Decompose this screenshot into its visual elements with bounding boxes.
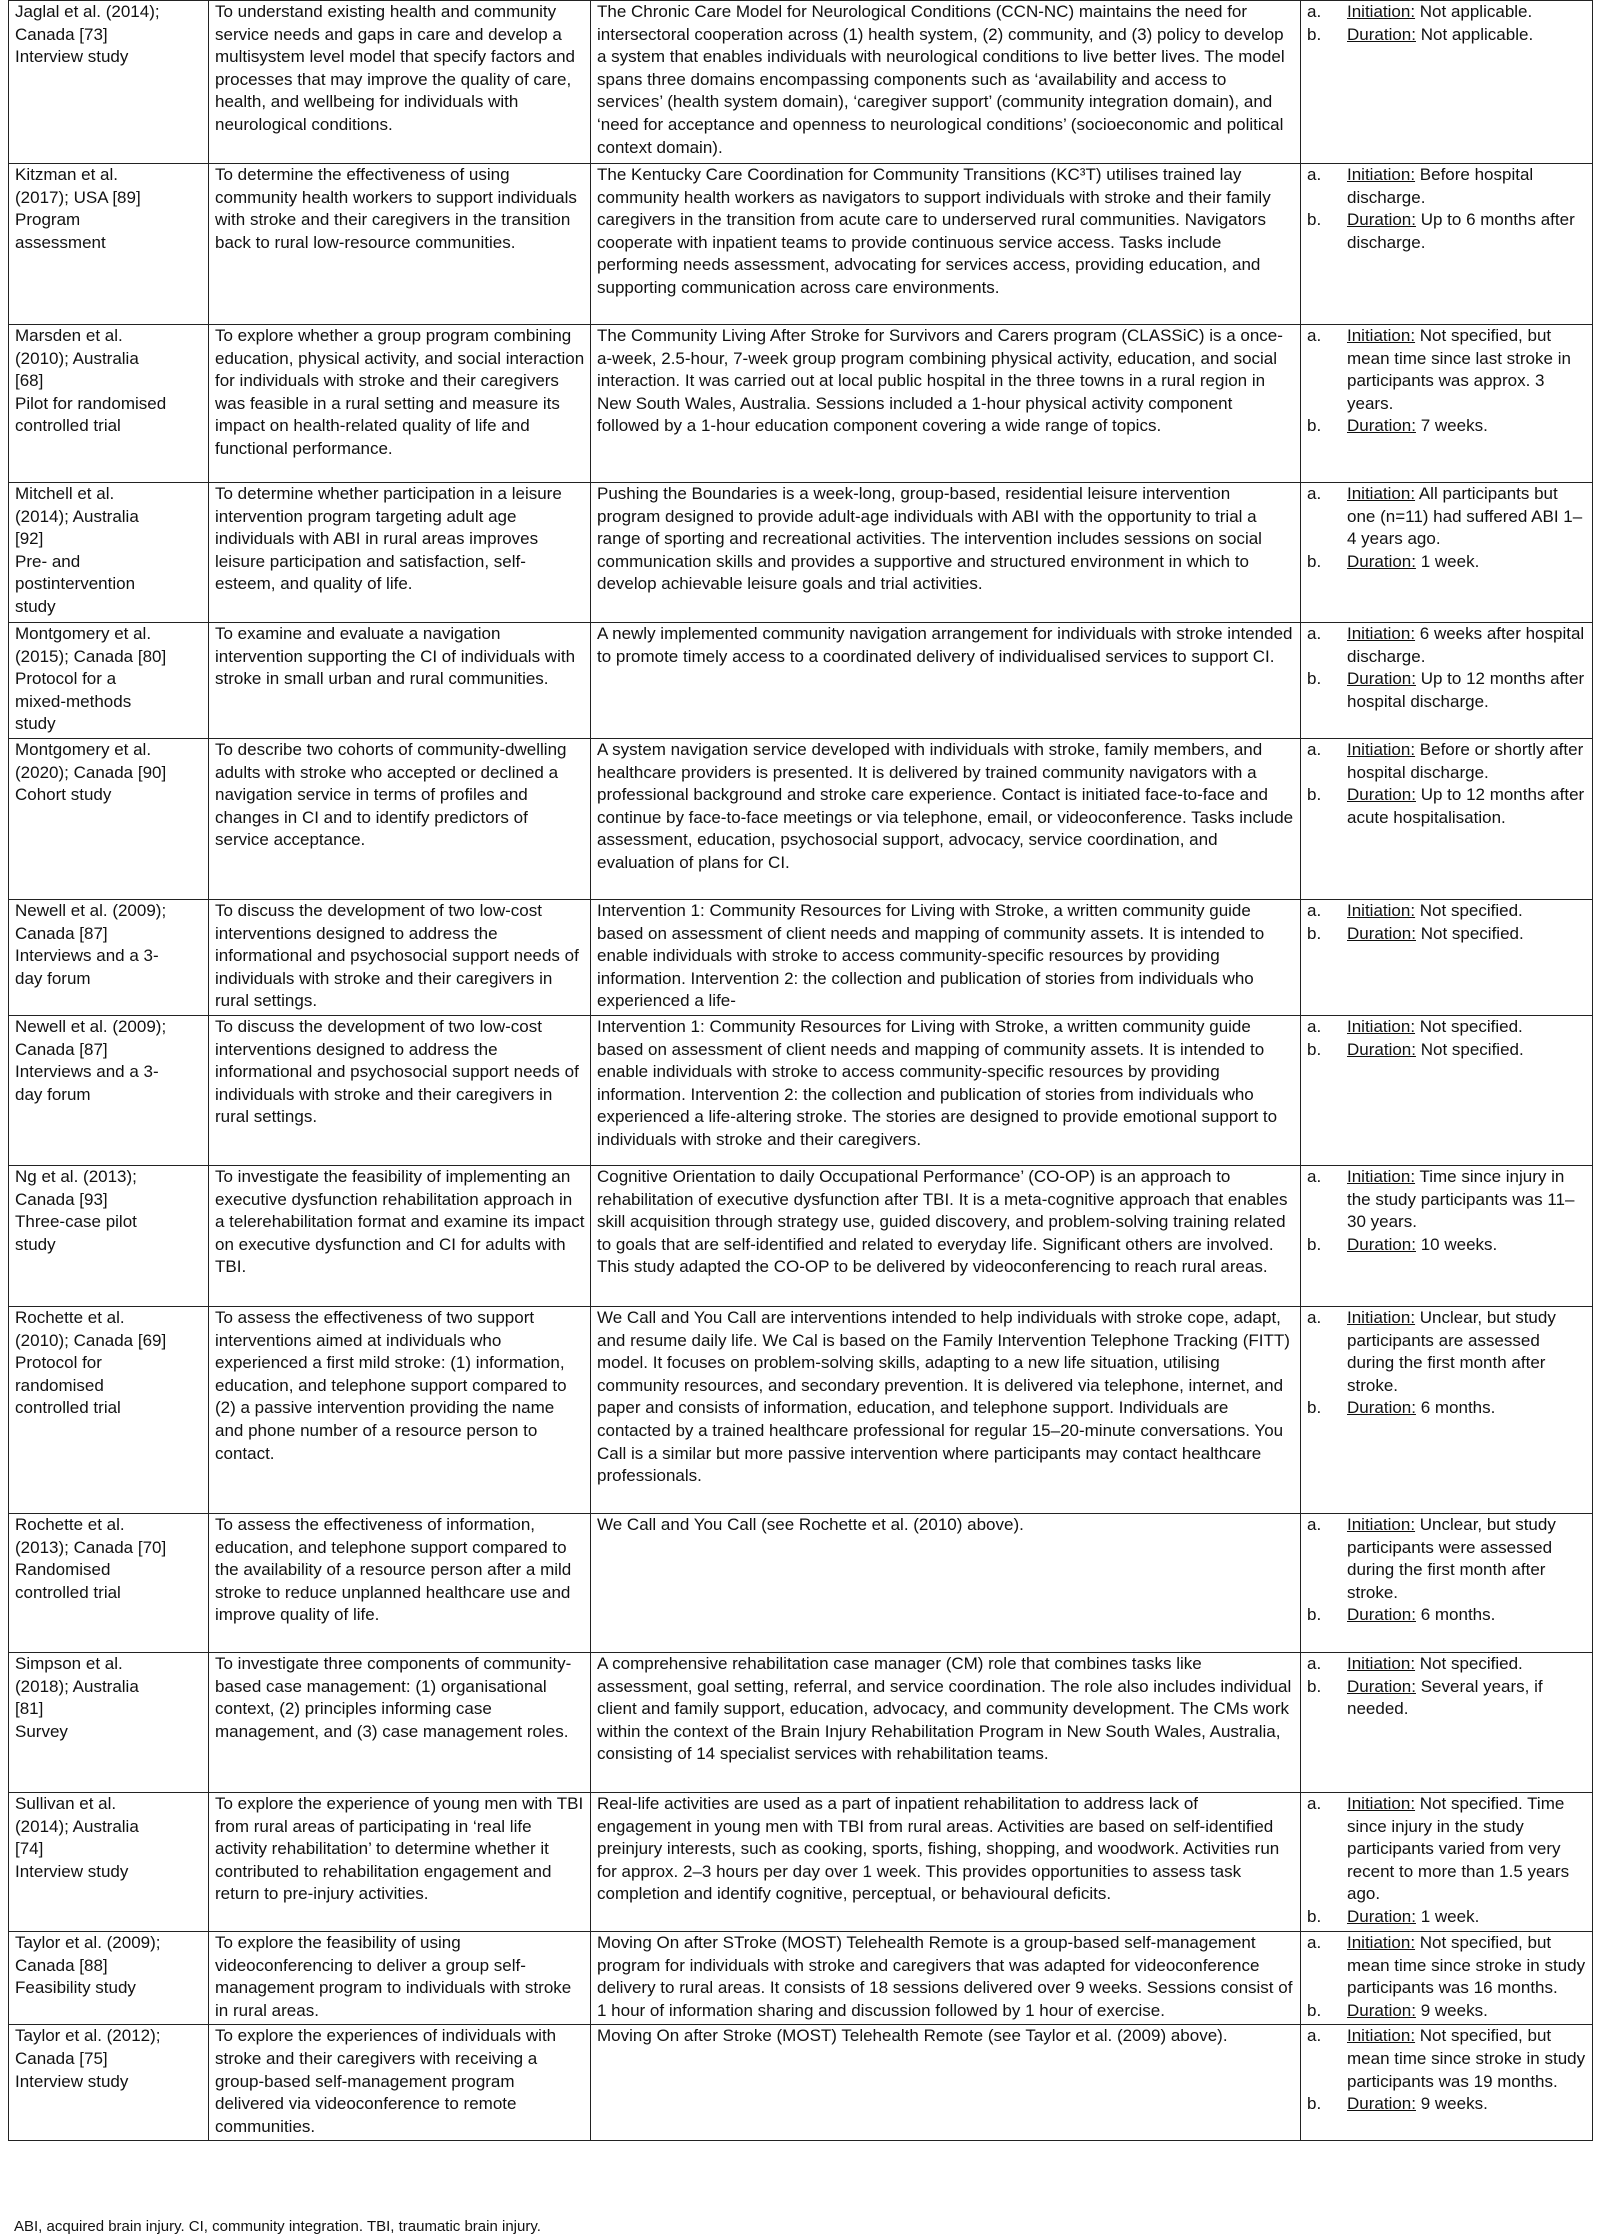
initiation-label: Initiation: (1347, 1932, 1416, 1952)
study-cell-text: Ng et al. (2013); Canada [93] Three-case pilot study (15, 1166, 137, 1254)
item-marker: a. (1307, 1514, 1322, 1534)
aim-cell (209, 1931, 591, 2024)
item-marker: a. (1307, 739, 1322, 759)
initiation-item (1307, 1932, 1588, 2000)
initiation-item (1307, 623, 1588, 668)
duration-label: Duration: (1347, 551, 1416, 571)
item-text (1347, 1676, 1588, 1721)
item-marker: a. (1307, 2, 1322, 21)
study-cell-text: Jaglal et al. (2014); Canada [73] Interview study (15, 2, 160, 67)
item-marker: a. (1307, 900, 1322, 920)
timing-cell (1301, 325, 1593, 483)
description-cell (591, 1513, 1301, 1652)
duration-label: Duration: (1347, 1906, 1416, 1926)
duration-label: Duration: (1347, 210, 1416, 230)
initiation-label: Initiation: (1347, 1653, 1416, 1673)
item-marker: a. (1307, 1016, 1322, 1036)
item-marker: a. (1307, 2026, 1322, 2046)
description-cell-text: Intervention 1: Community Resources for Living with Stroke, a written community guide based on assessment of client needs and mapping of community assets. It is intended to enable individuals with stroke to access community-specific resources by providing information. Intervention 2: the collection and publication of stories from individuals who experienced a life- (597, 900, 1265, 1011)
item-text (1347, 415, 1588, 438)
item-marker: a. (1307, 624, 1322, 643)
aim-cell-text: To investigate three components of community-based case management: (1) organisational context, (2) principles informing case management, and (3) case management roles. (215, 1653, 572, 1741)
table-row (9, 2025, 1593, 2141)
table-row (9, 1, 1593, 164)
description-cell-text: Moving On after STroke (MOST) Telehealth Remote is a group-based self-management program for individuals with stroke and caregivers that was adapted for videoconference delivery to rural areas. It consists of 18 sessions delivered over 9 weeks. Sessions consist of 1 hour of information sharing and discussion followed by 1 hour of exercise. (597, 1932, 1293, 2020)
study-cell (9, 899, 209, 1015)
study-cell-text: Newell et al. (2009); Canada [87] Interviews and a 3- day forum (15, 1016, 167, 1104)
aim-cell-text: To examine and evaluate a navigation intervention supporting the CI of individuals with stroke in small urban and rural communities. (215, 624, 576, 689)
duration-value: Not applicable. (1415, 24, 1534, 44)
item-text (1347, 1906, 1588, 1929)
studies-table (8, 0, 1593, 2141)
study-cell-text: Rochette et al. (2013); Canada [70] Randomised controlled trial (15, 1514, 167, 1602)
description-cell (591, 1306, 1301, 1513)
table-row (9, 325, 1593, 483)
aim-cell (209, 1513, 591, 1652)
initiation-item (1307, 1653, 1588, 1676)
study-cell (9, 164, 209, 325)
description-cell (591, 483, 1301, 623)
duration-value: 10 weeks. (1415, 1234, 1498, 1254)
study-cell-text: Marsden et al. (2010); Australia [68] Pilot for randomised controlled trial (15, 326, 167, 436)
aim-cell-text: To discuss the development of two low-cost interventions designed to address the informational and psychosocial support needs of individuals with stroke and their caregivers in rural settings. (215, 900, 579, 1011)
item-text (1347, 24, 1588, 47)
item-marker: a. (1307, 1307, 1322, 1327)
duration-item (1307, 551, 1588, 574)
timing-cell (1301, 2025, 1593, 2141)
description-cell (591, 2025, 1301, 2141)
study-cell-text: Rochette et al. (2010); Canada [69] Protocol for randomised controlled trial (15, 1307, 167, 1418)
description-cell (591, 738, 1301, 899)
description-cell-text: The Kentucky Care Coordination for Community Transitions (KC³T) utilises trained lay community health workers as navigators to support individuals with stroke and their family caregivers in the transition from acute care to underserved rural communities. Navigators cooperate with inpatient teams to provide continuous service access. Tasks include performing needs assessment, advocating for services access, providing education, and supporting communication across care environments. (597, 165, 1271, 297)
description-cell-text: We Call and You Call (see Rochette et al. (2010) above). (597, 1514, 1024, 1534)
table-row (9, 1165, 1593, 1306)
duration-label: Duration: (1347, 2094, 1416, 2114)
item-text (1347, 1039, 1588, 1062)
duration-value: 6 months. (1415, 1398, 1496, 1418)
duration-item (1307, 1397, 1588, 1420)
description-cell-text: The Chronic Care Model for Neurological Conditions (CCN-NC) maintains the need for intersectoral cooperation across (1) health system, (2) community, and (3) policy to develop a system that enables individuals with neurological conditions to live better lives. The model spans three domains encompassing components such as ‘availability and access to services’ (health system domain), ‘caregiver support’ (community integration domain), and ‘need for acceptance and openness to neurological conditions’ (socioeconomic and political context domain). (597, 2, 1285, 157)
aim-cell (209, 325, 591, 483)
item-marker: b. (1307, 1234, 1322, 1254)
duration-item (1307, 1676, 1588, 1721)
duration-item (1307, 209, 1588, 254)
description-cell-text: Pushing the Boundaries is a week-long, group-based, residential leisure intervention program designed to provide adult-age individuals with ABI with the opportunity to trial a range of sporting and recreational activities. The intervention includes sessions on social communication skills and provides a supportive and structured environment in which to develop achievable leisure goals and trial activities. (597, 484, 1262, 594)
initiation-value: Not specified, but mean time since last stroke in participants was approx. 3 years. (1347, 326, 1571, 413)
item-text (1347, 1016, 1588, 1039)
initiation-value: Not specified. Time since injury in the study participants varied from very recent to more than 1.5 years ago. (1347, 1793, 1570, 1904)
aim-cell (209, 1015, 591, 1165)
table-row (9, 1652, 1593, 1792)
description-cell (591, 1165, 1301, 1306)
duration-value: 9 weeks. (1415, 2094, 1488, 2114)
table-row (9, 1513, 1593, 1652)
duration-item (1307, 24, 1588, 47)
study-cell-text: Mitchell et al. (2014); Australia [92] Pre- and postintervention study (15, 484, 139, 616)
initiation-value: Not specified. (1415, 1653, 1523, 1673)
item-text (1347, 483, 1588, 551)
duration-item (1307, 2093, 1588, 2116)
study-cell (9, 483, 209, 623)
aim-cell-text: To explore whether a group program combining education, physical activity, and social interaction for individuals with stroke and their caregivers was feasible in a rural setting and measure its impact on health-related quality of life and functional performance. (215, 326, 585, 458)
table-row (9, 623, 1593, 739)
item-text (1347, 668, 1588, 713)
duration-item (1307, 2000, 1588, 2023)
initiation-label: Initiation: (1347, 1793, 1416, 1813)
item-marker: a. (1307, 1793, 1322, 1813)
aim-cell-text: To determine whether participation in a leisure intervention program targeting adult age individuals with ABI in rural areas improves leisure participation and satisfaction, self-esteem, and quality of life. (215, 484, 562, 594)
item-text (1347, 2025, 1588, 2093)
study-cell-text: Montgomery et al. (2020); Canada [90] Cohort study (15, 739, 167, 805)
duration-label: Duration: (1347, 669, 1416, 689)
item-text (1347, 1653, 1588, 1676)
duration-value: Up to 12 months after hospital discharge. (1347, 669, 1585, 711)
table-row (9, 1015, 1593, 1165)
description-cell (591, 899, 1301, 1015)
aim-cell-text: To explore the experiences of individuals with stroke and their caregivers with receiving a group-based self-management program delivered via videoconference to remote communities. (215, 2026, 557, 2136)
duration-label: Duration: (1347, 1039, 1416, 1059)
item-text (1347, 164, 1588, 209)
aim-cell-text: To explore the feasibility of using videoconferencing to deliver a group self-management program to individuals with stroke in rural areas. (215, 1932, 572, 2020)
study-cell (9, 738, 209, 899)
duration-item (1307, 923, 1588, 946)
initiation-item (1307, 1307, 1588, 1397)
initiation-label: Initiation: (1347, 1514, 1416, 1534)
item-marker: b. (1307, 1039, 1322, 1059)
aim-cell-text: To investigate the feasibility of implementing an executive dysfunction rehabilitation approach in a telerehabilitation format and examine its impact on executive dysfunction and CI for adults with TBI. (215, 1166, 585, 1277)
initiation-item (1307, 1016, 1588, 1039)
description-cell-text: Moving On after Stroke (MOST) Telehealth Remote (see Taylor et al. (2009) above). (597, 2026, 1228, 2046)
study-cell (9, 1, 209, 164)
aim-cell (209, 899, 591, 1015)
initiation-label: Initiation: (1347, 2, 1416, 21)
item-text (1347, 2000, 1588, 2023)
aim-cell (209, 1, 591, 164)
timing-cell (1301, 483, 1593, 623)
initiation-label: Initiation: (1347, 2026, 1416, 2046)
item-marker: b. (1307, 2094, 1322, 2114)
initiation-value: Unclear, but study participants are assessed during the first month after stroke. (1347, 1307, 1556, 1395)
table-row (9, 1931, 1593, 2024)
item-marker: a. (1307, 1653, 1322, 1673)
item-marker: b. (1307, 551, 1322, 571)
initiation-item (1307, 164, 1588, 209)
item-text (1347, 1397, 1588, 1420)
initiation-label: Initiation: (1347, 484, 1416, 503)
description-cell-text: A comprehensive rehabilitation case manager (CM) role that combines tasks like assessment, goal setting, referral, and service coordination. The role also includes individual client and family support, education, advocacy, and community development. The CMs work within the context of the Brain Injury Rehabilitation Program in New South Wales, Australia, consisting of 14 specialist services with rehabilitation teams. (597, 1653, 1292, 1764)
duration-value: Not specified. (1415, 923, 1524, 943)
table-row (9, 483, 1593, 623)
initiation-label: Initiation: (1347, 326, 1416, 345)
study-cell (9, 1513, 209, 1652)
duration-label: Duration: (1347, 1398, 1416, 1418)
duration-item (1307, 1906, 1588, 1929)
study-cell (9, 1015, 209, 1165)
description-cell (591, 164, 1301, 325)
initiation-label: Initiation: (1347, 739, 1416, 759)
initiation-label: Initiation: (1347, 900, 1416, 920)
item-text (1347, 209, 1588, 254)
timing-cell (1301, 164, 1593, 325)
description-cell (591, 325, 1301, 483)
aim-cell (209, 1165, 591, 1306)
initiation-label: Initiation: (1347, 1016, 1416, 1036)
initiation-label: Initiation: (1347, 1166, 1416, 1186)
description-cell-text: We Call and You Call are interventions intended to help individuals with stroke cope, adapt, and resume daily life. We Cal is based on the Family Intervention Telephone Tracking (FITT) model. It focuses on problem-solving skills, adapting to a new life situation, utilising community resources, and secondary prevention. It is delivered via telephone, internet, and paper and consists of information, education, and telephone support. Individuals are contacted by a trained healthcare professional for regular 15–20-minute conversations. You Call is a similar but more passive intervention where participants may contact healthcare professionals. (597, 1307, 1290, 1486)
study-cell-text: Kitzman et al. (2017); USA [89] Program assessment (15, 165, 141, 252)
item-text (1347, 739, 1588, 784)
item-marker: a. (1307, 1166, 1322, 1186)
description-cell-text: Intervention 1: Community Resources for Living with Stroke, a written community guide based on assessment of client needs and mapping of community assets. It is intended to enable individuals with stroke to access community-specific resources by providing information. Intervention 2: the collection and publication of stories from individuals who experienced a life-altering stroke. The stories are designed to provide emotional support to individuals with stroke and their caregivers. (597, 1016, 1278, 1149)
description-cell (591, 1652, 1301, 1792)
study-cell (9, 1792, 209, 1931)
table-row (9, 899, 1593, 1015)
description-cell-text: A system navigation service developed with individuals with stroke, family members, and healthcare providers is presented. It is delivered by trained community navigators with a professional background and stroke care experience. Contact is initiated face-to-face and continue by face-to-face meetings or via telephone, email, or videoconference. Tasks include assessment, education, psychosocial support, advocacy, service coordination, and evaluation of plans for CI. (597, 739, 1294, 872)
item-text (1347, 551, 1588, 574)
timing-cell (1301, 899, 1593, 1015)
item-marker: b. (1307, 1676, 1322, 1696)
initiation-item (1307, 1, 1588, 24)
aim-cell (209, 1306, 591, 1513)
duration-label: Duration: (1347, 2000, 1416, 2020)
duration-item (1307, 1234, 1588, 1257)
duration-item (1307, 415, 1588, 438)
initiation-item (1307, 739, 1588, 784)
table-footnote: ABI, acquired brain injury. CI, community integration. TBI, traumatic brain injury. (14, 2218, 541, 2235)
item-marker: a. (1307, 484, 1322, 503)
duration-value: 6 months. (1415, 1605, 1496, 1625)
duration-value: 1 week. (1415, 1906, 1480, 1926)
table-row (9, 1306, 1593, 1513)
initiation-value: Not specified, but mean time since stroke in study participants was 19 months. (1347, 2026, 1586, 2091)
duration-value: 7 weeks. (1415, 416, 1488, 436)
initiation-label: Initiation: (1347, 624, 1416, 643)
timing-cell (1301, 1931, 1593, 2024)
item-text (1347, 1604, 1588, 1627)
initiation-value: All participants but one (n=11) had suffered ABI 1–4 years ago. (1347, 484, 1583, 549)
duration-value: 1 week. (1415, 551, 1480, 571)
aim-cell-text: To assess the effectiveness of two support interventions aimed at individuals who experienced a first mild stroke: (1) information, education, and telephone support compared to (2) a passive intervention providing the name and phone number of a resource person to contact. (215, 1307, 567, 1463)
initiation-item (1307, 1514, 1588, 1604)
item-marker: b. (1307, 1906, 1322, 1926)
study-cell (9, 2025, 209, 2141)
description-cell-text: The Community Living After Stroke for Survivors and Carers program (CLASSiC) is a once-a-week, 2.5-hour, 7-week group program combining physical activity, education, and social interaction. It was carried out at local public hospital in the three towns in a rural region in New South Wales, Australia. Sessions included a 1-hour physical activity component followed by a 1-hour education component covering a wide range of topics. (597, 326, 1283, 436)
initiation-item (1307, 325, 1588, 415)
table-row (9, 164, 1593, 325)
initiation-value: Before or shortly after hospital discharge. (1347, 739, 1584, 782)
study-cell-text: Sullivan et al. (2014); Australia [74] Interview study (15, 1793, 139, 1881)
initiation-value: 6 weeks after hospital discharge. (1347, 624, 1585, 666)
item-text (1347, 900, 1588, 923)
duration-value: Not specified. (1415, 1039, 1524, 1059)
initiation-item (1307, 1793, 1588, 1906)
aim-cell (209, 738, 591, 899)
initiation-item (1307, 1166, 1588, 1234)
item-marker: b. (1307, 1605, 1322, 1625)
timing-cell (1301, 738, 1593, 899)
table-row (9, 1792, 1593, 1931)
item-marker: a. (1307, 165, 1322, 184)
timing-cell (1301, 1, 1593, 164)
timing-cell (1301, 1652, 1593, 1792)
description-cell-text: Real-life activities are used as a part of inpatient rehabilitation to address lack of engagement in young men with TBI from rural areas. Activities are based on self-identified preinjury interests, such as cooking, sports, fishing, shopping, and woodwork. Activities run for approx. 2–3 hours per day over 1 week. This provides opportunities to assess task completion and identify cognitive, perceptual, or behavioural deficits. (597, 1793, 1280, 1904)
item-marker: b. (1307, 1398, 1322, 1418)
timing-cell (1301, 1792, 1593, 1931)
item-marker: a. (1307, 326, 1322, 345)
duration-label: Duration: (1347, 923, 1416, 943)
item-marker: b. (1307, 416, 1322, 436)
study-cell (9, 325, 209, 483)
item-text (1347, 784, 1588, 829)
aim-cell-text: To discuss the development of two low-cost interventions designed to address the informational and psychosocial support needs of individuals with stroke and their caregivers in rural settings. (215, 1016, 579, 1127)
timing-cell (1301, 1306, 1593, 1513)
item-marker: b. (1307, 24, 1322, 44)
duration-label: Duration: (1347, 1234, 1416, 1254)
study-cell (9, 1652, 209, 1792)
page (8, 0, 1592, 2141)
study-cell-text: Newell et al. (2009); Canada [87] Interviews and a 3- day forum (15, 900, 167, 988)
duration-item (1307, 784, 1588, 829)
duration-value: Up to 6 months after discharge. (1347, 210, 1575, 252)
initiation-item (1307, 900, 1588, 923)
timing-cell (1301, 1165, 1593, 1306)
initiation-item (1307, 2025, 1588, 2093)
study-cell-text: Taylor et al. (2012); Canada [75] Interview study (15, 2026, 161, 2091)
duration-label: Duration: (1347, 1676, 1416, 1696)
duration-value: Several years, if needed. (1347, 1676, 1543, 1719)
item-text (1347, 1234, 1588, 1257)
description-cell-text: A newly implemented community navigation arrangement for individuals with stroke intended to promote timely access to a coordinated delivery of individualised services to support CI. (597, 624, 1293, 666)
item-text (1347, 923, 1588, 946)
initiation-value: Not specified. (1415, 1016, 1523, 1036)
aim-cell-text: To describe two cohorts of community-dwelling adults with stroke who accepted or declined a navigation service in terms of profiles and changes in CI and to identify predictors of service acceptance. (215, 739, 567, 850)
item-marker: b. (1307, 210, 1322, 230)
item-text (1347, 1, 1588, 24)
item-marker: b. (1307, 669, 1322, 689)
duration-item (1307, 1604, 1588, 1627)
study-cell-text: Simpson et al. (2018); Australia [81] Survey (15, 1653, 139, 1741)
timing-cell (1301, 623, 1593, 739)
description-cell (591, 623, 1301, 739)
study-cell-text: Montgomery et al. (2015); Canada [80] Protocol for a mixed-methods study (15, 624, 167, 734)
item-text (1347, 1793, 1588, 1906)
aim-cell (209, 1792, 591, 1931)
aim-cell (209, 2025, 591, 2141)
aim-cell-text: To determine the effectiveness of using community health workers to support individuals with stroke and their caregivers in the transition back to rural low-resource communities. (215, 165, 577, 252)
item-text (1347, 325, 1588, 415)
item-text (1347, 1932, 1588, 2000)
initiation-label: Initiation: (1347, 165, 1416, 184)
description-cell (591, 1015, 1301, 1165)
study-cell (9, 623, 209, 739)
duration-label: Duration: (1347, 416, 1416, 436)
study-cell-text: Taylor et al. (2009); Canada [88] Feasibility study (15, 1932, 161, 1998)
initiation-value: Not applicable. (1415, 2, 1533, 21)
initiation-value: Before hospital discharge. (1347, 165, 1534, 207)
initiation-item (1307, 483, 1588, 551)
item-text (1347, 1514, 1588, 1604)
initiation-value: Not specified, but mean time since stroke in study participants was 16 months. (1347, 1932, 1586, 1998)
description-cell (591, 1, 1301, 164)
aim-cell (209, 1652, 591, 1792)
duration-value: Up to 12 months after acute hospitalisation. (1347, 785, 1585, 827)
item-marker: b. (1307, 785, 1322, 805)
initiation-value: Not specified. (1415, 900, 1523, 920)
description-cell (591, 1792, 1301, 1931)
aim-cell (209, 483, 591, 623)
study-cell (9, 1931, 209, 2024)
initiation-value: Unclear, but study participants were assessed during the first month after stroke. (1347, 1514, 1556, 1602)
item-text (1347, 2093, 1588, 2116)
aim-cell (209, 164, 591, 325)
description-cell-text: Cognitive Orientation to daily Occupational Performance’ (CO-OP) is an approach to rehabilitation of executive dysfunction after TBI. It is a meta-cognitive approach that enables skill acquisition through strategy use, guided discovery, and problem-solving training related to goals that are self-identified and related to everyday life. Significant others are involved. This study adapted the CO-OP to be delivered by videoconferencing to reach rural areas. (597, 1166, 1288, 1277)
item-text (1347, 1166, 1588, 1234)
item-marker: b. (1307, 923, 1322, 943)
aim-cell-text: To understand existing health and community service needs and gaps in care and develop a multisystem level model that specify factors and processes that may improve the quality of care, health, and wellbeing for individuals with neurological conditions. (215, 2, 575, 134)
study-cell (9, 1165, 209, 1306)
duration-label: Duration: (1347, 785, 1416, 805)
study-cell (9, 1306, 209, 1513)
timing-cell (1301, 1015, 1593, 1165)
studies-table-body (9, 1, 1593, 2141)
description-cell (591, 1931, 1301, 2024)
aim-cell-text: To assess the effectiveness of information, education, and telephone support compared to the availability of a resource person after a mild stroke to reduce unplanned healthcare use and improve quality of life. (215, 1514, 572, 1625)
initiation-label: Initiation: (1347, 1307, 1416, 1327)
item-text (1347, 623, 1588, 668)
aim-cell-text: To explore the experience of young men with TBI from rural areas of participating in ‘real life activity rehabilitation’ to determine whether it contributed to rehabilitation engagement and return to pre-injury activities. (215, 1793, 584, 1904)
aim-cell (209, 623, 591, 739)
duration-label: Duration: (1347, 24, 1416, 44)
duration-item (1307, 1039, 1588, 1062)
item-text (1347, 1307, 1588, 1397)
duration-item (1307, 668, 1588, 713)
item-marker: b. (1307, 2000, 1322, 2020)
initiation-value: Time since injury in the study participants was 11–30 years. (1347, 1166, 1575, 1232)
timing-cell (1301, 1513, 1593, 1652)
item-marker: a. (1307, 1932, 1322, 1952)
table-row (9, 738, 1593, 899)
duration-value: 9 weeks. (1415, 2000, 1488, 2020)
duration-label: Duration: (1347, 1605, 1416, 1625)
